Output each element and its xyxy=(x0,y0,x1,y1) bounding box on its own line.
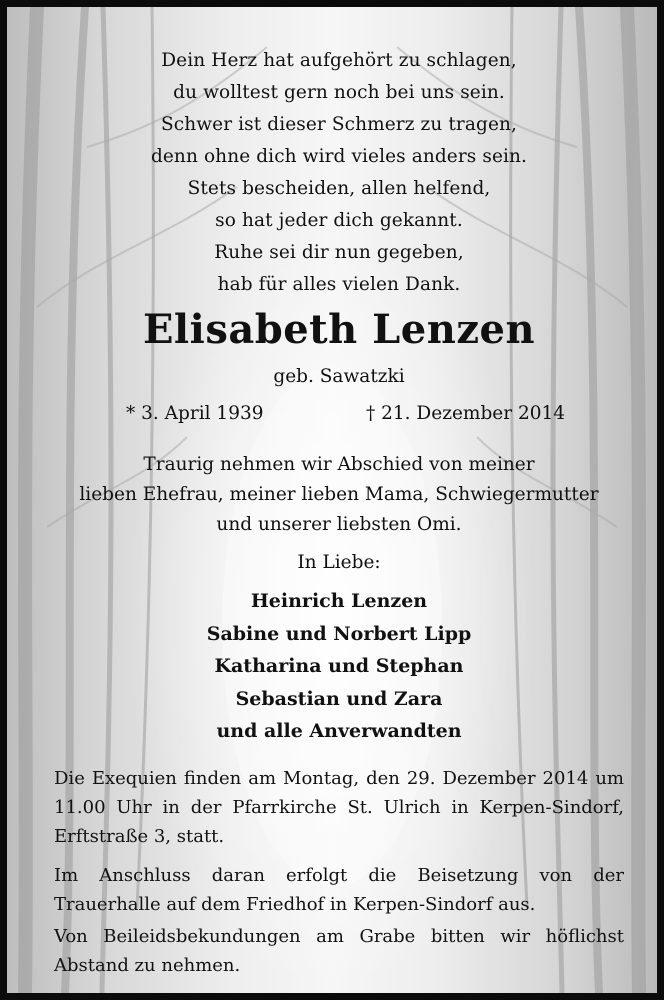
mourner-entry: Sabine und Norbert Lipp xyxy=(206,622,472,645)
mourners-list xyxy=(14,585,664,748)
farewell-text xyxy=(14,450,664,540)
farewell-line: Traurig nehmen wir Abschied von meiner xyxy=(143,454,535,475)
exequies-notice: Die Exequien finden am Montag, den 29. Dezember 2014 um 11.00 Uhr in der Pfarrkirche St. Ulrich in Kerpen-Sindorf, Erftstraße 3, statt. xyxy=(54,768,624,847)
poem-line: Dein Herz hat aufgehört zu schlagen, xyxy=(161,50,517,71)
farewell-line: und unserer liebsten Omi. xyxy=(216,514,462,535)
condolences-notice: Von Beileidsbekundungen am Grabe bitten wir höflichst Abstand zu nehmen. xyxy=(54,926,624,976)
death-date: † 21. Dezember 2014 xyxy=(366,403,566,424)
mourner-entry: Katharina und Stephan xyxy=(214,655,464,677)
maiden-name: geb. Sawatzki xyxy=(273,366,405,387)
obituary-content xyxy=(14,14,664,1000)
poem-line: Ruhe sei dir nun gegeben, xyxy=(214,242,464,263)
burial-notice: Im Anschluss daran erfolgt die Beisetzung von der Trauerhalle auf dem Friedhof in Kerpen-Sindorf aus. xyxy=(54,865,624,915)
poem-line: Schwer ist dieser Schmerz zu tragen, xyxy=(160,114,517,135)
birth-date: * 3. April 1939 xyxy=(126,403,264,424)
poem-line: denn ohne dich wird vieles anders sein. xyxy=(150,146,528,167)
mourner-entry: Heinrich Lenzen xyxy=(250,590,428,612)
mourner-entry: Sebastian und Zara xyxy=(235,687,443,710)
deceased-name: Elisabeth Lenzen xyxy=(142,306,536,353)
poem-line: hab für alles vielen Dank. xyxy=(217,274,461,295)
poem-line: so hat jeder dich gekannt. xyxy=(215,210,463,231)
farewell-line: lieben Ehefrau, meiner lieben Mama, Schwiegermutter xyxy=(79,484,599,505)
poem-line: Stets bescheiden, allen helfend, xyxy=(187,178,491,199)
in-love-label: In Liebe: xyxy=(297,552,381,573)
memorial-poem xyxy=(14,45,664,301)
mourner-entry: und alle Anverwandten xyxy=(216,720,462,742)
poem-line: du wolltest gern noch bei uns sein. xyxy=(173,82,505,103)
